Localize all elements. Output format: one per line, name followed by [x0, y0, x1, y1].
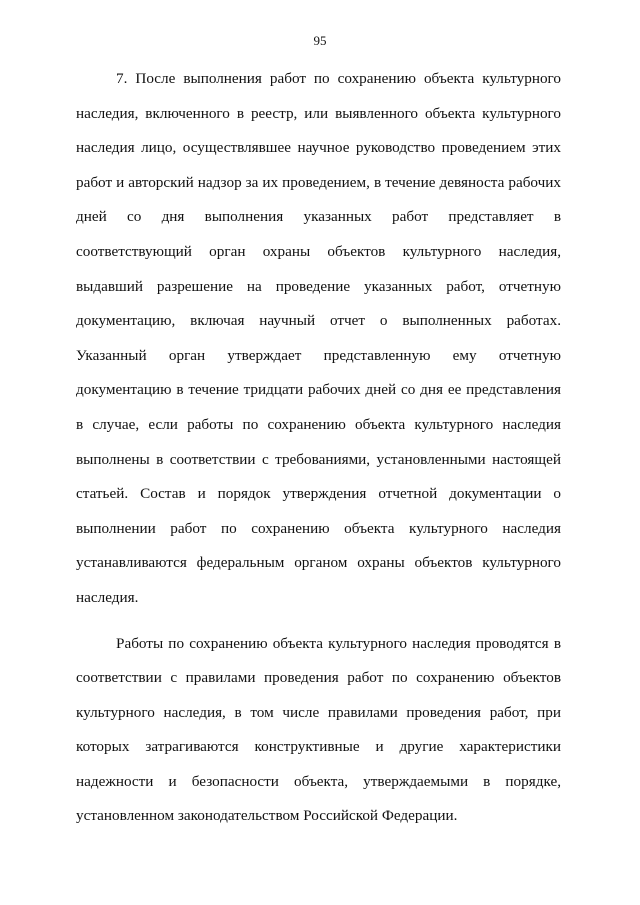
page-number: 95 — [313, 33, 327, 48]
document-body — [76, 62, 561, 834]
paragraph-2: Работы по сохранению объекта культурного наследия проводятся в соответствии с правилами проведения работ по сохранению объектов культурного наследия, в том числе правилами проведения работ, при которых затрагиваются конструктивные и другие характеристики надежности и безопасности объекта, утверждаемыми в порядке, установленном законодательством Российской Федерации. — [76, 634, 561, 825]
paragraph-1: 7. После выполнения работ по сохранению объекта культурного наследия, включенного в реестр, или выявленного объекта культурного наследия лицо, осуществлявшее научное руководство проведением этих работ и авторский надзор за их проведением, в течение девяноста рабочих дней со дня выполнения указанных работ представляет в соответствующий орган охраны объектов культурного наследия, выдавший разрешение на проведение указанных работ, отчетную документацию, включая научный отчет о выполненных работах. Указанный орган утверждает представленную ему отчетную документацию в течение тридцати рабочих дней со дня ее представления в случае, если работы по сохранению объекта культурного наследия выполнены в соответствии с требованиями, установленными настоящей статьей. Состав и порядок утверждения отчетной документации о выполнении работ по сохранению объекта культурного наследия устанавливаются федеральным органом охраны объектов культурного наследия. — [76, 70, 561, 606]
